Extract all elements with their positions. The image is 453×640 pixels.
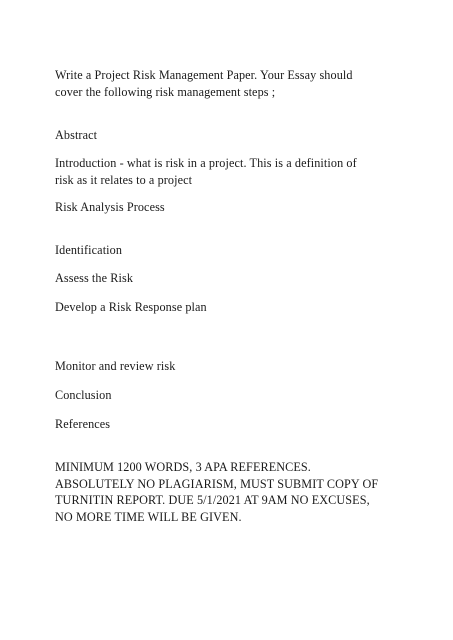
assignment-requirements: MINIMUM 1200 WORDS, 3 APA REFERENCES. ABSOLUTELY NO PLAGIARISM, MUST SUBMIT COPY OF TURNITIN REPORT. DUE 5/1/2021 AT 9AM NO EXCUSES, NO MORE TIME WILL BE GIVEN.	[55, 460, 379, 524]
section-references: References	[55, 417, 111, 431]
section-assess-risk: Assess the Risk	[55, 271, 134, 285]
section-risk-response-plan: Develop a Risk Response plan	[55, 300, 207, 314]
section-risk-analysis: Risk Analysis Process	[55, 200, 165, 214]
section-conclusion: Conclusion	[55, 388, 112, 402]
section-identification: Identification	[55, 243, 123, 257]
section-monitor-review: Monitor and review risk	[55, 359, 176, 373]
assignment-prompt: Write a Project Risk Management Paper. Your Essay should cover the following risk management steps ;	[55, 68, 353, 99]
section-abstract: Abstract	[55, 128, 98, 142]
section-introduction: Introduction - what is risk in a project. This is a definition of risk as it relates to a project	[55, 156, 357, 187]
